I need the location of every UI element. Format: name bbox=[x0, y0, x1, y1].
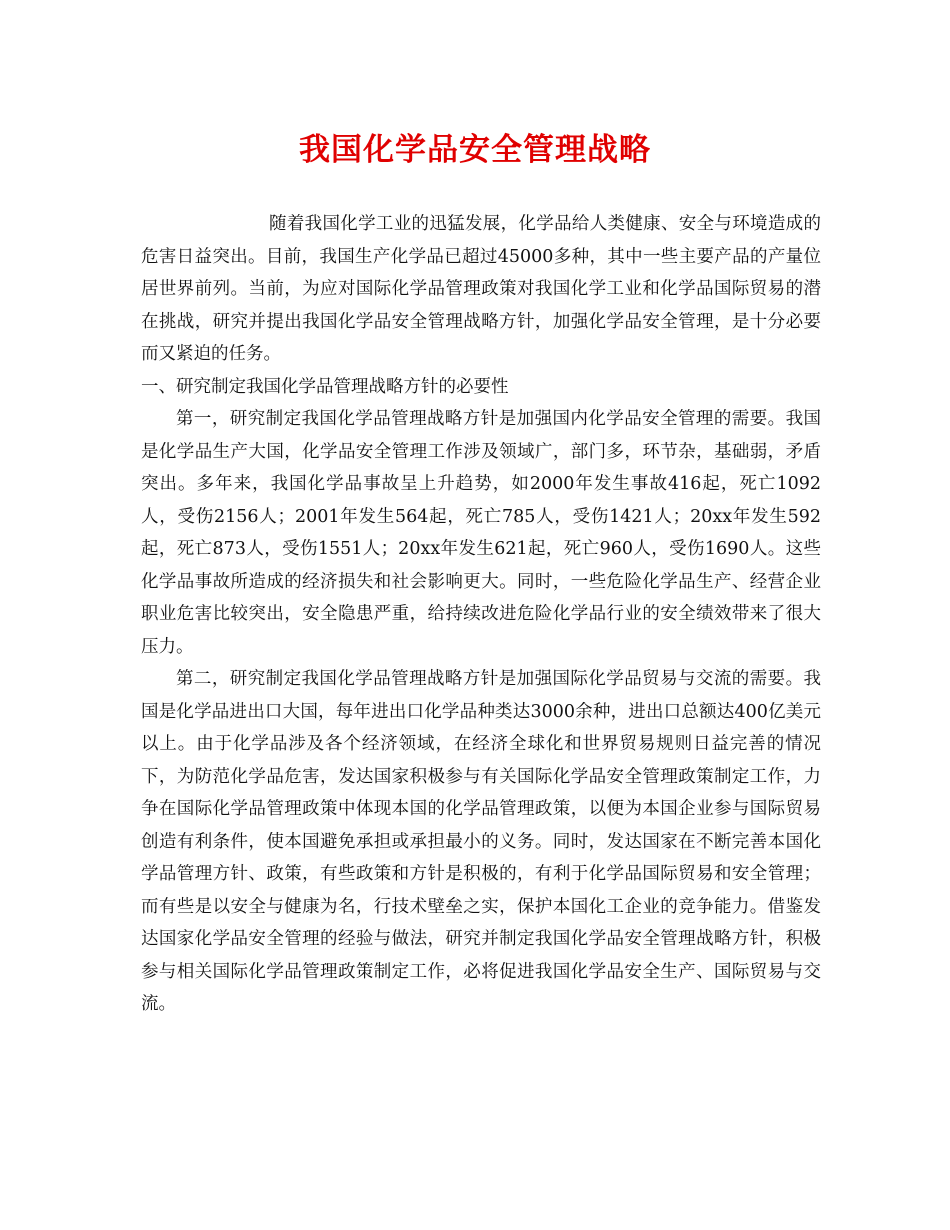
document-body bbox=[141, 208, 821, 1021]
paragraph-second: 第二，研究制定我国化学品管理战略方针是加强国际化学品贸易与交流的需要。我国是化学品进出口大国，每年进出口化学品种类达3000余种，进出口总额达400亿美元以上。由于化学品涉及各个经济领域，在经济全球化和世界贸易规则日益完善的情况下，为防范化学品危害，发达国家积极参与有关国际化学品安全管理政策制定工作，力争在国际化学品管理政策中体现本国的化学品管理政策，以便为本国企业参与国际贸易创造有利条件，使本国避免承担或承担最小的义务。同时，发达国家在不断完善本国化学品管理方针、政策，有些政策和方针是积极的，有利于化学品国际贸易和安全管理；而有些是以安全与健康为名，行技术壁垒之实，保护本国化工企业的竞争能力。借鉴发达国家化学品安全管理的经验与做法，研究并制定我国化学品安全管理战略方针，积极参与相关国际化学品管理政策制定工作，必将促进我国化学品安全生产、国际贸易与交流。 bbox=[141, 669, 821, 1014]
document-title: 我国化学品安全管理战略 bbox=[299, 132, 651, 168]
section-heading: 一、研究制定我国化学品管理战略方针的必要性 bbox=[141, 376, 509, 397]
paragraph-first: 第一，研究制定我国化学品管理战略方针是加强国内化学品安全管理的需要。我国是化学品生产大国，化学品安全管理工作涉及领域广，部门多，环节杂，基础弱，矛盾突出。多年来，我国化学品事故呈上升趋势，如2000年发生事故416起，死亡1092人，受伤2156人；2001年发生564起，死亡785人，受伤1421人；20xx年发生592起，死亡873人，受伤1551人；20xx年发生621起，死亡960人，受伤1690人。这些化学品事故所造成的经济损失和社会影响更大。同时，一些危险化学品生产、经营企业职业危害比较突出，安全隐患严重，给持续改进危险化学品行业的安全绩效带来了很大压力。 bbox=[141, 409, 821, 657]
intro-paragraph: 随着我国化学工业的迅猛发展，化学品给人类健康、安全与环境造成的危害日益突出。目前，我国生产化学品已超过45000多种，其中一些主要产品的产量位居世界前列。当前，为应对国际化学品管理政策对我国化学工业和化学品国际贸易的潜在挑战，研究并提出我国化学品安全管理战略方针，加强化学品安全管理，是十分必要而又紧迫的任务。 bbox=[141, 214, 821, 364]
